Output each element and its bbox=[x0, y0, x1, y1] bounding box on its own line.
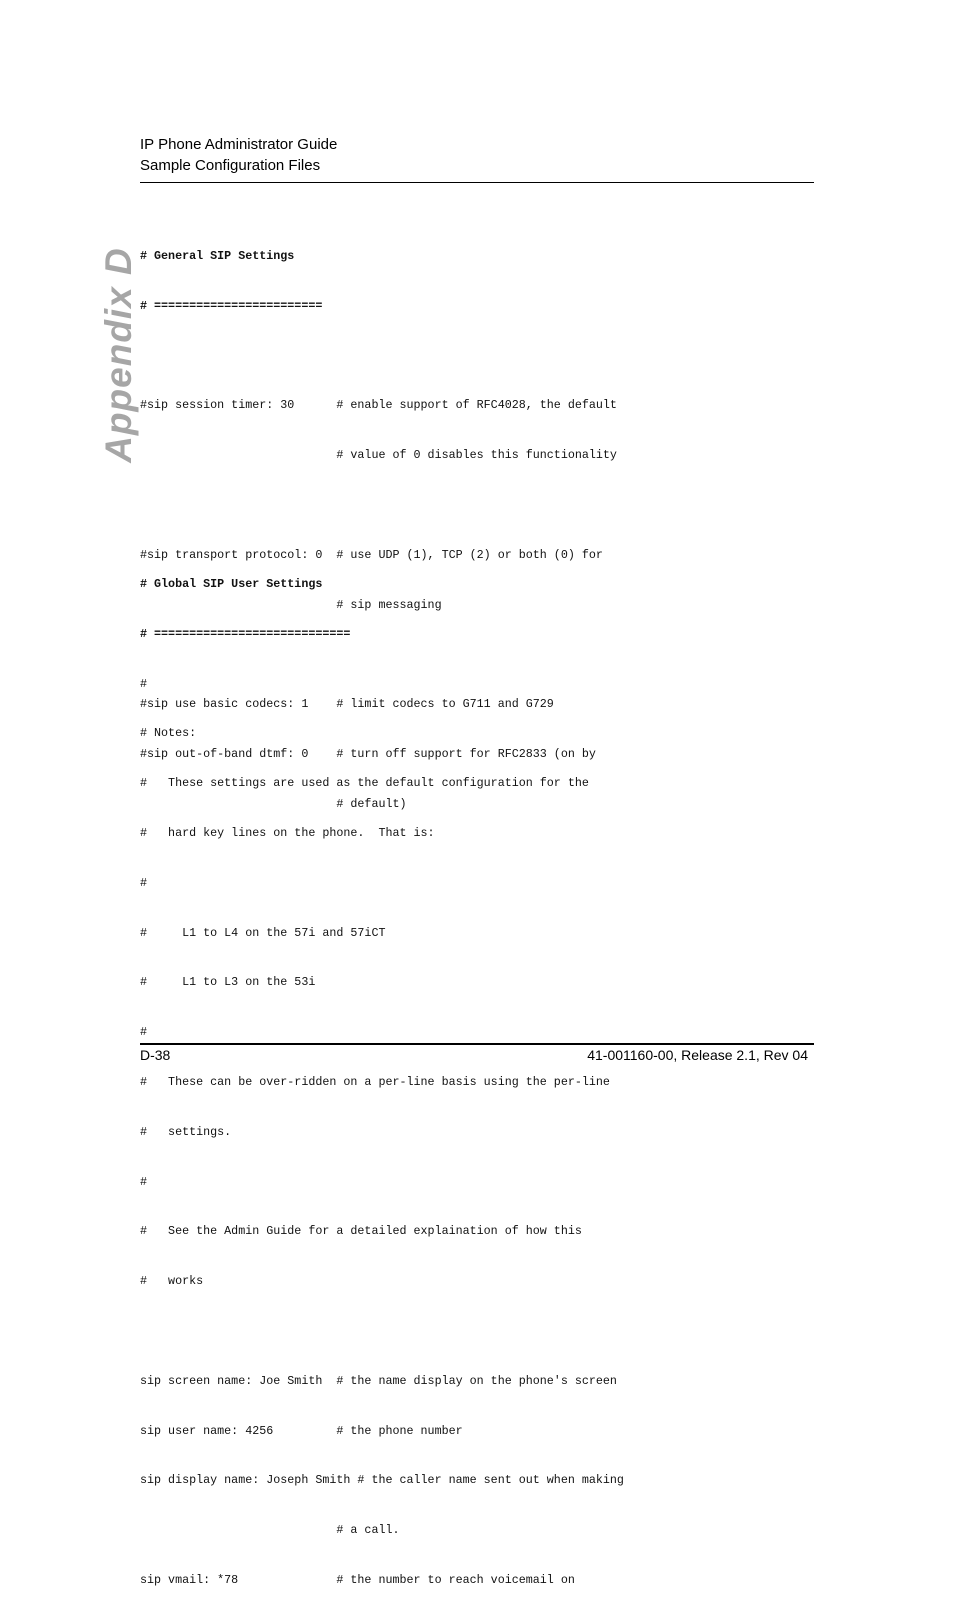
code-line: sip vmail: *78 # the number to reach voicemail on bbox=[140, 1572, 575, 1587]
header-divider bbox=[140, 182, 814, 183]
code-line: # L1 to L4 on the 57i and 57iCT bbox=[140, 925, 386, 940]
code-line: # bbox=[140, 1025, 148, 1040]
code-line: # These can be over-ridden on a per-line basis using the per-line bbox=[140, 1074, 610, 1089]
code-line: # a call. bbox=[140, 1523, 400, 1538]
section-heading: # General SIP Settings bbox=[140, 249, 295, 263]
code-line: # default) bbox=[140, 796, 407, 811]
code-line: #sip session timer: 30 # enable support of RFC4028, the default bbox=[140, 398, 617, 413]
code-line: # bbox=[140, 875, 148, 890]
code-line: #sip out-of-band dtmf: 0 # turn off support for RFC2833 (on by bbox=[140, 746, 596, 761]
code-line: sip display name: Joseph Smith # the caller name sent out when making bbox=[140, 1473, 624, 1488]
appendix-side-tab bbox=[96, 248, 142, 462]
code-line: sip screen name: Joe Smith # the name display on the phone's screen bbox=[140, 1373, 617, 1388]
code-line: # See the Admin Guide for a detailed explaination of how this bbox=[140, 1224, 582, 1239]
code-line bbox=[140, 346, 617, 368]
header-title: IP Phone Administrator Guide bbox=[140, 136, 338, 153]
section-underline: # ============================ bbox=[140, 626, 351, 641]
appendix-label: Appendix D bbox=[98, 247, 139, 463]
footer-divider bbox=[140, 1043, 814, 1045]
code-line: # hard key lines on the phone. That is: bbox=[140, 825, 435, 840]
page-number: D-38 bbox=[140, 1047, 171, 1063]
code-line: # These settings are used as the default configuration for the bbox=[140, 776, 589, 791]
code-line: sip user name: 4256 # the phone number bbox=[140, 1423, 463, 1438]
code-line: # L1 to L3 on the 53i bbox=[140, 975, 316, 990]
code-line: #sip transport protocol: 0 # use UDP (1), TCP (2) or both (0) for bbox=[140, 547, 603, 562]
document-id: 41-001160-00, Release 2.1, Rev 04 bbox=[587, 1047, 808, 1063]
section-heading: # Global SIP User Settings bbox=[140, 577, 323, 591]
code-line bbox=[140, 1321, 624, 1343]
code-line: # bbox=[140, 1174, 148, 1189]
code-line: # works bbox=[140, 1274, 204, 1289]
code-line: #sip use basic codecs: 1 # limit codecs to G711 and G729 bbox=[140, 697, 554, 712]
code-line: # Notes: bbox=[140, 726, 197, 741]
code-line: # sip messaging bbox=[140, 597, 442, 612]
header-subtitle: Sample Configuration Files bbox=[140, 157, 321, 174]
code-line: # settings. bbox=[140, 1124, 232, 1139]
global-sip-user-settings-block bbox=[140, 546, 624, 1606]
code-line bbox=[140, 495, 617, 517]
code-line: # bbox=[140, 676, 148, 691]
code-line: # value of 0 disables this functionality bbox=[140, 448, 617, 463]
section-underline: # ======================== bbox=[140, 298, 323, 313]
